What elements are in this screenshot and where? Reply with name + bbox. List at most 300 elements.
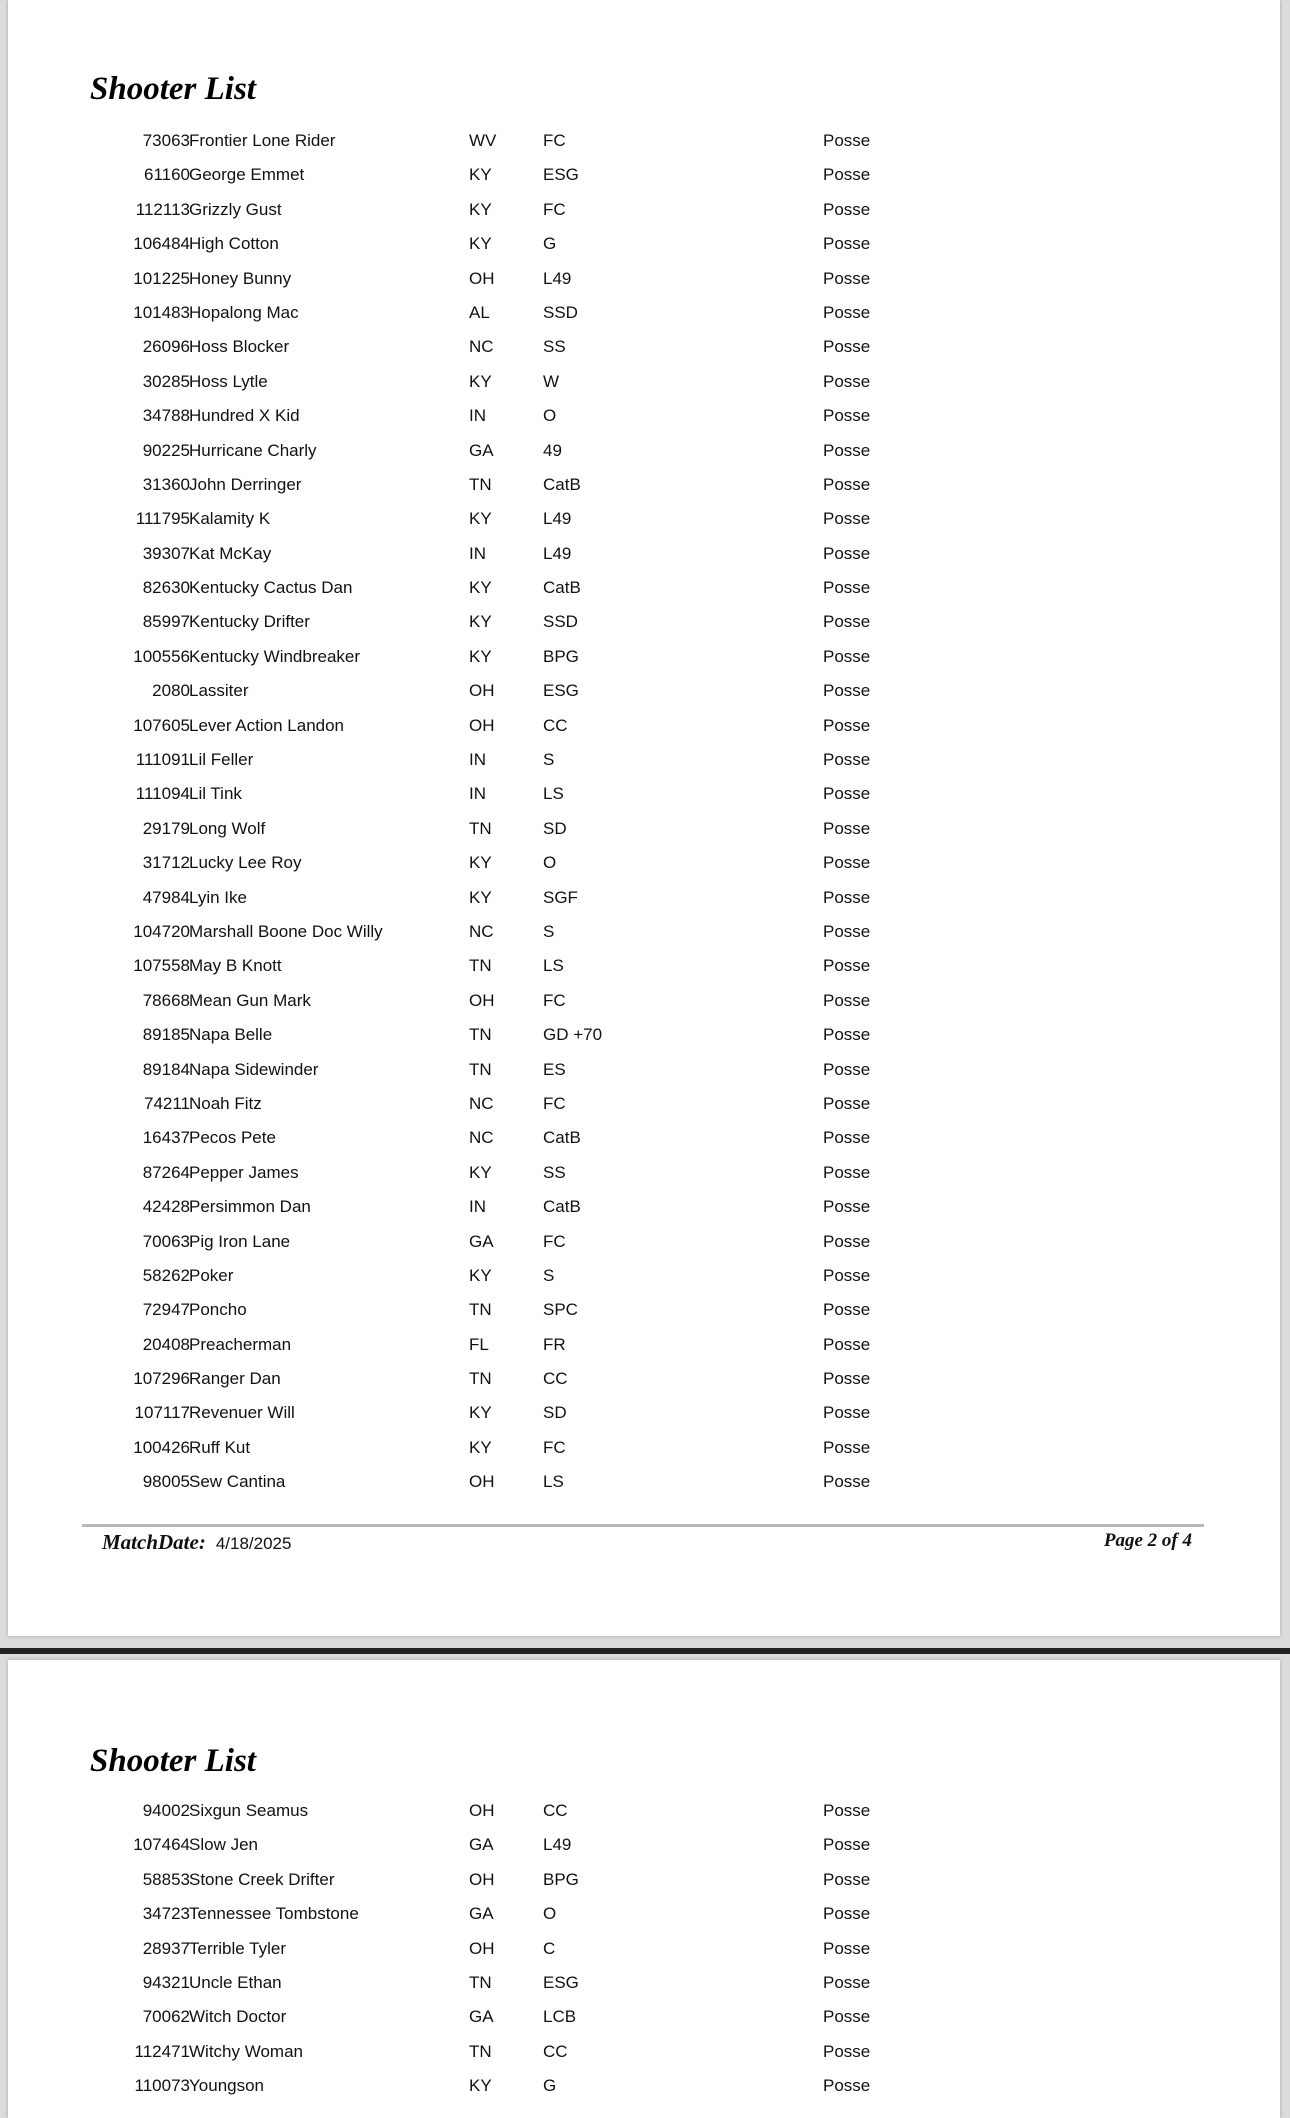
shooter-posse: Posse: [823, 406, 871, 426]
shooter-category: BPG: [543, 646, 579, 666]
shooter-posse: Posse: [823, 1472, 871, 1492]
shooter-category: C: [543, 1938, 556, 1958]
shooter-category: CatB: [543, 578, 581, 598]
shooter-posse: Posse: [823, 1801, 871, 1820]
shooter-id: 106484: [133, 234, 190, 254]
shooter-posse: Posse: [823, 1300, 871, 1320]
shooter-category: FC: [543, 199, 566, 219]
shooter-name: Lil Feller: [189, 750, 254, 770]
page-number: Page 2 of 4: [1103, 1530, 1192, 1551]
shooter-id: 70062: [142, 2007, 190, 2027]
shooter-state: TN: [469, 1059, 492, 1079]
shooter-id: 94002: [142, 1801, 190, 1820]
shooter-name: Hoss Blocker: [189, 337, 290, 357]
shooter-state: NC: [469, 921, 494, 941]
shooter-id: 94321: [142, 1972, 190, 1992]
document-page-2: [8, 1660, 1280, 2118]
shooter-category: G: [543, 2076, 557, 2096]
shooter-state: KY: [469, 199, 492, 219]
shooter-state: KY: [469, 646, 492, 666]
shooter-state: OH: [469, 681, 495, 701]
shooter-name: Frontier Lone Rider: [189, 131, 336, 150]
shooter-state: KY: [469, 1437, 492, 1457]
shooter-name: Napa Belle: [189, 1025, 273, 1045]
shooter-posse: Posse: [823, 1265, 871, 1285]
shooter-posse: Posse: [823, 1938, 871, 1958]
shooter-state: GA: [469, 1904, 494, 1924]
shooter-posse: Posse: [823, 646, 871, 666]
shooter-category: CatB: [543, 474, 581, 494]
shooter-posse: Posse: [823, 1231, 871, 1251]
shooter-category: ES: [543, 1059, 566, 1079]
shooter-name: Terrible Tyler: [189, 1938, 286, 1958]
shooter-state: KY: [469, 612, 492, 632]
shooter-state: TN: [469, 818, 492, 838]
shooter-category: FC: [543, 990, 566, 1010]
document-page-1: [8, 0, 1280, 1636]
shooter-state: TN: [469, 1300, 492, 1320]
shooter-row: [8, 1191, 1280, 1225]
shooter-category: L49: [543, 268, 572, 288]
shooter-posse: Posse: [823, 887, 871, 907]
shooter-posse: Posse: [823, 337, 871, 357]
shooter-name: Honey Bunny: [189, 268, 292, 288]
shooter-posse: Posse: [823, 612, 871, 632]
shooter-name: Hoss Lytle: [189, 371, 268, 391]
shooter-state: KY: [469, 509, 492, 529]
shooter-row: [8, 1260, 1280, 1294]
shooter-name: Napa Sidewinder: [189, 1059, 319, 1079]
shooter-id: 101225: [133, 268, 190, 288]
shooter-name: Kalamity K: [189, 509, 271, 529]
shooter-id: 111094: [135, 784, 190, 804]
shooter-id: 39307: [142, 543, 190, 563]
shooter-posse: Posse: [823, 1334, 871, 1354]
match-date: [102, 1530, 291, 1555]
shooter-state: GA: [469, 440, 494, 460]
shooter-state: NC: [469, 1093, 494, 1113]
shooter-state: OH: [469, 715, 495, 735]
shooter-id: 107117: [134, 1403, 190, 1423]
shooter-category: BPG: [543, 1869, 579, 1889]
shooter-id: 89185: [142, 1025, 190, 1045]
shooter-category: LS: [543, 784, 564, 804]
shooter-row: [8, 882, 1280, 916]
shooter-state: KY: [469, 234, 492, 254]
shooter-category: CatB: [543, 1128, 581, 1148]
shooter-name: Kentucky Windbreaker: [189, 646, 361, 666]
shooter-id: 16437: [142, 1128, 190, 1148]
shooter-row: [8, 916, 1280, 950]
shooter-name: Long Wolf: [189, 818, 266, 838]
footer-divider: [82, 1524, 1204, 1527]
shooter-state: KY: [469, 578, 492, 598]
shooter-state: KY: [469, 371, 492, 391]
shooter-category: CatB: [543, 1197, 581, 1217]
shooter-category: SSD: [543, 612, 578, 632]
shooter-category: SS: [543, 1162, 566, 1182]
shooter-name: Kat McKay: [189, 543, 272, 563]
shooter-posse: Posse: [823, 1059, 871, 1079]
shooter-posse: Posse: [823, 1972, 871, 1992]
shooter-name: Uncle Ethan: [189, 1972, 282, 1992]
shooter-state: TN: [469, 474, 492, 494]
shooter-category: SPC: [543, 1300, 578, 1320]
shooter-category: FR: [543, 1334, 566, 1354]
shooter-category: ESG: [543, 1972, 579, 1992]
shooter-posse: Posse: [823, 2076, 871, 2096]
shooter-row: [8, 1933, 1280, 1967]
shooter-row: [8, 675, 1280, 709]
shooter-name: Lever Action Landon: [189, 715, 345, 735]
shooter-category: SGF: [543, 887, 578, 907]
shooter-category: L49: [543, 1835, 572, 1855]
shooter-name: Lassiter: [189, 681, 249, 701]
shooter-row: [8, 263, 1280, 297]
shooter-posse: Posse: [823, 268, 871, 288]
shooter-id: 30285: [142, 371, 190, 391]
shooter-id: 82630: [142, 578, 190, 598]
shooter-posse: Posse: [823, 1437, 871, 1457]
shooter-row: [8, 1294, 1280, 1328]
shooter-state: KY: [469, 1265, 492, 1285]
shooter-id: 100556: [133, 646, 190, 666]
shooter-category: CC: [543, 1801, 568, 1820]
shooter-id: 61160: [143, 165, 190, 185]
shooter-id: 29179: [142, 818, 190, 838]
shooter-state: KY: [469, 1162, 492, 1182]
shooter-category: O: [543, 406, 557, 426]
shooter-name: Poncho: [189, 1300, 247, 1320]
shooter-name: Revenuer Will: [189, 1403, 295, 1423]
shooter-category: CC: [543, 715, 568, 735]
shooter-name: May B Knott: [189, 956, 282, 976]
shooter-id: 47984: [142, 887, 190, 907]
shooter-posse: Posse: [823, 1197, 871, 1217]
shooter-name: Lil Tink: [189, 784, 242, 804]
shooter-row: [8, 159, 1280, 193]
shooter-posse: Posse: [823, 1128, 871, 1148]
page-separator: [0, 1648, 1290, 1654]
shooter-id: 34788: [142, 406, 190, 426]
shooter-category: ESG: [543, 681, 579, 701]
shooter-posse: Posse: [823, 543, 871, 563]
shooter-row: [8, 2070, 1280, 2104]
match-date-value: 4/18/2025: [215, 1534, 292, 1553]
shooter-state: OH: [469, 1869, 495, 1889]
shooter-row: [8, 1054, 1280, 1088]
shooter-name: Lucky Lee Roy: [189, 853, 302, 873]
shooter-row: [8, 1122, 1280, 1156]
shooter-state: IN: [469, 784, 486, 804]
shooter-row: [8, 1829, 1280, 1863]
shooter-category: 49: [543, 440, 562, 460]
shooter-id: 107464: [133, 1835, 190, 1855]
shooter-name: Grizzly Gust: [189, 199, 282, 219]
shooter-row: [8, 813, 1280, 847]
shooter-row: [8, 1466, 1280, 1500]
shooter-posse: Posse: [823, 1369, 871, 1389]
shooter-name: Persimmon Dan: [189, 1197, 311, 1217]
shooter-row: [8, 331, 1280, 365]
shooter-state: OH: [469, 990, 495, 1010]
shooter-row: [8, 847, 1280, 881]
shooter-row: [8, 1795, 1280, 1829]
shooter-id: 107605: [133, 715, 190, 735]
shooter-posse: Posse: [823, 1162, 871, 1182]
shooter-category: GD +70: [543, 1025, 603, 1045]
shooter-category: LS: [543, 1472, 564, 1492]
shooter-id: 107558: [133, 956, 190, 976]
shooter-id: 104720: [133, 921, 190, 941]
shooter-state: KY: [469, 2076, 492, 2096]
shooter-id: 42428: [142, 1197, 190, 1217]
shooter-id: 31360: [142, 474, 190, 494]
shooter-id: 58262: [142, 1265, 190, 1285]
shooter-category: FC: [543, 1093, 566, 1113]
shooter-row: [8, 1226, 1280, 1260]
shooter-name: Tennessee Tombstone: [189, 1904, 359, 1924]
shooter-row: [8, 1432, 1280, 1466]
shooter-category: LCB: [543, 2007, 577, 2027]
shooter-category: SSD: [543, 302, 578, 322]
shooter-state: GA: [469, 1835, 494, 1855]
shooter-state: GA: [469, 2007, 494, 2027]
shooter-id: 87264: [142, 1162, 190, 1182]
shooter-id: 20408: [142, 1334, 190, 1354]
shooter-row: [8, 503, 1280, 537]
shooter-category: O: [543, 1904, 557, 1924]
shooter-name: Ruff Kut: [189, 1437, 251, 1457]
match-date-label: MatchDate:: [102, 1530, 206, 1554]
shooter-posse: Posse: [823, 2041, 871, 2061]
shooter-posse: Posse: [823, 1403, 871, 1423]
shooter-posse: Posse: [823, 474, 871, 494]
shooter-id: 31712: [142, 853, 190, 873]
shooter-id: 28937: [142, 1938, 190, 1958]
shooter-row: [8, 1019, 1280, 1053]
page-title: Shooter List: [90, 1743, 256, 1779]
shooter-name: Witchy Woman: [189, 2041, 303, 2061]
shooter-row: [8, 194, 1280, 228]
shooter-row: [8, 744, 1280, 778]
shooter-state: TN: [469, 2041, 492, 2061]
shooter-row: [8, 1157, 1280, 1191]
shooter-id: 111795: [135, 509, 190, 529]
shooter-posse: Posse: [823, 302, 871, 322]
shooter-posse: Posse: [823, 818, 871, 838]
shooter-state: KY: [469, 853, 492, 873]
shooter-row: [8, 1967, 1280, 2001]
shooter-id: 101483: [133, 302, 190, 322]
shooter-posse: Posse: [823, 234, 871, 254]
shooter-category: SD: [543, 1403, 567, 1423]
shooter-name: Pecos Pete: [189, 1128, 276, 1148]
shooter-id: 73063: [142, 131, 190, 150]
shooter-posse: Posse: [823, 165, 871, 185]
shooter-name: Sixgun Seamus: [189, 1801, 309, 1820]
shooter-category: FC: [543, 131, 566, 150]
shooter-row: [8, 710, 1280, 744]
shooter-id: 70063: [142, 1231, 190, 1251]
shooter-name: Kentucky Cactus Dan: [189, 578, 353, 598]
shooter-list: [8, 125, 1280, 1501]
shooter-row: [8, 950, 1280, 984]
shooter-posse: Posse: [823, 1835, 871, 1855]
shooter-state: WV: [469, 131, 497, 150]
shooter-posse: Posse: [823, 199, 871, 219]
shooter-row: [8, 2036, 1280, 2070]
shooter-state: IN: [469, 406, 486, 426]
shooter-name: Noah Fitz: [189, 1093, 262, 1113]
shooter-id: 2080: [152, 681, 190, 701]
shooter-name: Youngson: [189, 2076, 265, 2096]
shooter-row: [8, 1864, 1280, 1898]
shooter-category: W: [543, 371, 560, 391]
shooter-posse: Posse: [823, 578, 871, 598]
shooter-id: 74211: [143, 1093, 190, 1113]
shooter-name: Hundred X Kid: [189, 406, 300, 426]
shooter-list: [8, 1795, 1280, 2105]
shooter-name: Pepper James: [189, 1162, 299, 1182]
shooter-row: [8, 469, 1280, 503]
shooter-row: [8, 572, 1280, 606]
shooter-posse: Posse: [823, 1869, 871, 1889]
shooter-row: [8, 297, 1280, 331]
shooter-id: 89184: [142, 1059, 190, 1079]
shooter-name: High Cotton: [189, 234, 279, 254]
shooter-id: 110073: [134, 2076, 190, 2096]
shooter-state: OH: [469, 1801, 495, 1820]
shooter-name: Ranger Dan: [189, 1369, 281, 1389]
shooter-category: S: [543, 921, 555, 941]
shooter-name: Slow Jen: [189, 1835, 258, 1855]
shooter-state: IN: [469, 543, 486, 563]
shooter-id: 98005: [142, 1472, 190, 1492]
shooter-state: IN: [469, 750, 486, 770]
shooter-name: Mean Gun Mark: [189, 990, 311, 1010]
shooter-id: 26096: [142, 337, 190, 357]
shooter-state: GA: [469, 1231, 494, 1251]
shooter-row: [8, 778, 1280, 812]
shooter-state: TN: [469, 1369, 492, 1389]
shooter-posse: Posse: [823, 440, 871, 460]
shooter-category: SD: [543, 818, 567, 838]
shooter-posse: Posse: [823, 750, 871, 770]
shooter-name: Poker: [189, 1265, 234, 1285]
shooter-row: [8, 1088, 1280, 1122]
shooter-category: ESG: [543, 165, 579, 185]
shooter-row: [8, 1397, 1280, 1431]
shooter-state: KY: [469, 887, 492, 907]
shooter-state: TN: [469, 1025, 492, 1045]
shooter-row: [8, 1898, 1280, 1932]
shooter-row: [8, 435, 1280, 469]
shooter-id: 58853: [142, 1869, 190, 1889]
shooter-row: [8, 400, 1280, 434]
shooter-category: FC: [543, 1231, 566, 1251]
shooter-row: [8, 538, 1280, 572]
shooter-state: TN: [469, 1972, 492, 1992]
shooter-row: [8, 985, 1280, 1019]
shooter-name: Pig Iron Lane: [189, 1231, 291, 1251]
shooter-category: G: [543, 234, 557, 254]
shooter-row: [8, 125, 1280, 159]
shooter-id: 112471: [134, 2041, 190, 2061]
shooter-category: S: [543, 1265, 555, 1285]
shooter-id: 111091: [135, 750, 190, 770]
shooter-row: [8, 1329, 1280, 1363]
shooter-name: John Derringer: [189, 474, 302, 494]
shooter-state: IN: [469, 1197, 486, 1217]
shooter-posse: Posse: [823, 1093, 871, 1113]
shooter-name: Lyin Ike: [189, 887, 247, 907]
shooter-state: OH: [469, 1938, 495, 1958]
shooter-id: 85997: [142, 612, 190, 632]
shooter-state: TN: [469, 956, 492, 976]
shooter-row: [8, 2001, 1280, 2035]
shooter-posse: Posse: [823, 956, 871, 976]
shooter-posse: Posse: [823, 371, 871, 391]
shooter-name: Hopalong Mac: [189, 302, 299, 322]
shooter-category: S: [543, 750, 555, 770]
shooter-posse: Posse: [823, 784, 871, 804]
shooter-row: [8, 228, 1280, 262]
shooter-state: NC: [469, 1128, 494, 1148]
shooter-category: SS: [543, 337, 566, 357]
shooter-row: [8, 366, 1280, 400]
shooter-name: Preacherman: [189, 1334, 292, 1354]
shooter-id: 112113: [135, 199, 190, 219]
shooter-category: L49: [543, 509, 572, 529]
shooter-id: 107296: [133, 1369, 190, 1389]
shooter-category: CC: [543, 2041, 568, 2061]
shooter-category: FC: [543, 1437, 566, 1457]
page-title: Shooter List: [90, 71, 256, 107]
shooter-state: OH: [469, 1472, 495, 1492]
shooter-id: 72947: [142, 1300, 190, 1320]
shooter-posse: Posse: [823, 1904, 871, 1924]
shooter-id: 100426: [133, 1437, 190, 1457]
shooter-posse: Posse: [823, 990, 871, 1010]
shooter-name: George Emmet: [189, 165, 305, 185]
shooter-row: [8, 641, 1280, 675]
shooter-category: LS: [543, 956, 564, 976]
shooter-name: Kentucky Drifter: [189, 612, 310, 632]
shooter-name: Witch Doctor: [189, 2007, 287, 2027]
shooter-posse: Posse: [823, 131, 871, 150]
shooter-posse: Posse: [823, 1025, 871, 1045]
shooter-category: O: [543, 853, 557, 873]
shooter-state: KY: [469, 1403, 492, 1423]
shooter-id: 78668: [142, 990, 190, 1010]
shooter-name: Hurricane Charly: [189, 440, 317, 460]
shooter-name: Stone Creek Drifter: [189, 1869, 335, 1889]
shooter-posse: Posse: [823, 853, 871, 873]
shooter-row: [8, 606, 1280, 640]
shooter-posse: Posse: [823, 681, 871, 701]
shooter-posse: Posse: [823, 715, 871, 735]
shooter-state: OH: [469, 268, 495, 288]
shooter-state: KY: [469, 165, 492, 185]
shooter-category: CC: [543, 1369, 568, 1389]
shooter-state: AL: [469, 302, 490, 322]
shooter-name: Marshall Boone Doc Willy: [189, 921, 383, 941]
shooter-posse: Posse: [823, 921, 871, 941]
shooter-row: [8, 1363, 1280, 1397]
shooter-name: Sew Cantina: [189, 1472, 286, 1492]
shooter-id: 34723: [142, 1904, 190, 1924]
